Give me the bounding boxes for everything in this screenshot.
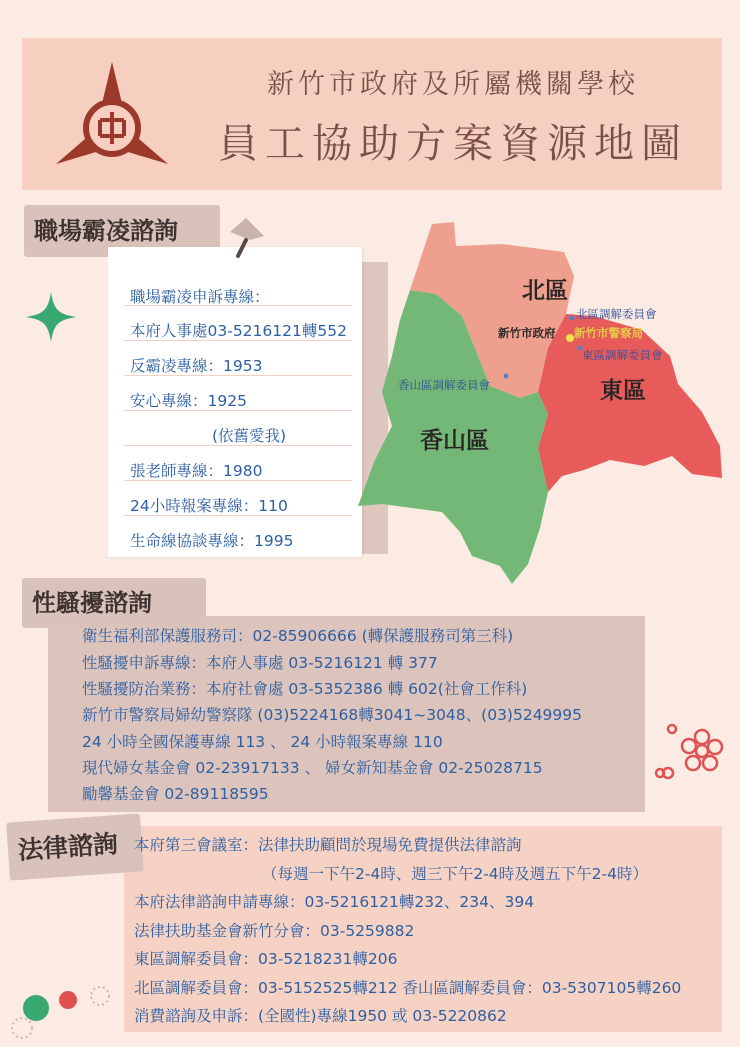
bullying-line: 安心專線：1925	[130, 392, 247, 410]
map-label-north: 北區	[522, 278, 568, 304]
bullying-note-card	[108, 247, 362, 557]
map-label-east: 東區	[600, 378, 646, 404]
map-label-xiangshan: 香山區	[420, 428, 489, 454]
map-label-east-mediation: 東區調解委員會	[582, 348, 663, 362]
decorative-dots-icon	[6, 982, 116, 1044]
harassment-line: 24 小時全國保護專線 113 、 24 小時報案專線 110	[82, 733, 443, 751]
bullying-line: (依舊愛我)	[212, 427, 287, 445]
legal-line: 東區調解委員會：03-5218231轉206	[134, 950, 398, 968]
map-label-north-mediation: 北區調解委員會	[576, 307, 657, 321]
harassment-line: 衛生福利部保護服務司：02-85906666 (轉保護服務司第三科)	[82, 627, 514, 645]
harassment-line: 性騷擾防治業務：本府社會處 03-5352386 轉 602(社會工作科)	[82, 680, 528, 698]
push-pin-icon	[226, 214, 268, 260]
harassment-line: 性騷擾申訴專線：本府人事處 03-5216121 轉 377	[82, 654, 438, 672]
harassment-line: 現代婦女基金會 02-23917133 、 婦女新知基金會 02-25028715	[82, 759, 543, 777]
bullying-line: 反霸凌專線：1953	[130, 357, 263, 375]
header-title-line2: 員工協助方案資源地圖	[218, 121, 688, 167]
bullying-heading: 職場霸凌諮詢	[24, 205, 220, 257]
legal-line: 本府第三會議室：法律扶助顧問於現場免費提供法律諮詢	[134, 836, 522, 854]
legal-line: 本府法律諮詢申請專線：03-5216121轉232、234、394	[134, 893, 535, 911]
legal-heading: 法律諮詢	[6, 813, 144, 880]
harassment-line: 勵馨基金會 02-89118595	[82, 785, 269, 803]
legal-line: 北區調解委員會：03-5152525轉212 香山區調解委員會：03-5307105轉260	[134, 979, 682, 997]
legal-line: 消費諮詢及申訴：(全國性)專線1950 或 03-5220862	[134, 1007, 507, 1025]
city-emblem-icon	[50, 60, 174, 170]
bullying-line: 生命線協談專線：1995	[130, 532, 294, 550]
bullying-line: 張老師專線：1980	[130, 462, 263, 480]
harassment-heading: 性騷擾諮詢	[22, 578, 206, 628]
header-title-line1: 新竹市政府及所屬機關學校	[267, 69, 639, 100]
harassment-line: 新竹市警察局婦幼警察隊 (03)5224168轉3041~3048、(03)5249995	[82, 706, 583, 724]
legal-line: （每週一下午2-4時、週三下午2-4時及週五下午2-4時）	[262, 865, 648, 883]
bullying-line: 本府人事處03-5216121轉552	[130, 322, 347, 340]
map-label-city-hall: 新竹市政府	[498, 326, 556, 340]
map-label-police: 新竹市警察局	[574, 326, 643, 340]
flower-icon	[650, 715, 734, 785]
map-label-xiangshan-mediation: 香山區調解委員會	[398, 378, 490, 392]
legal-line: 法律扶助基金會新竹分會：03-5259882	[134, 922, 415, 940]
sparkle-icon	[24, 290, 78, 344]
bullying-line: 24小時報案專線：110	[130, 497, 288, 515]
bullying-line: 職場霸凌申訴專線：	[130, 288, 270, 306]
